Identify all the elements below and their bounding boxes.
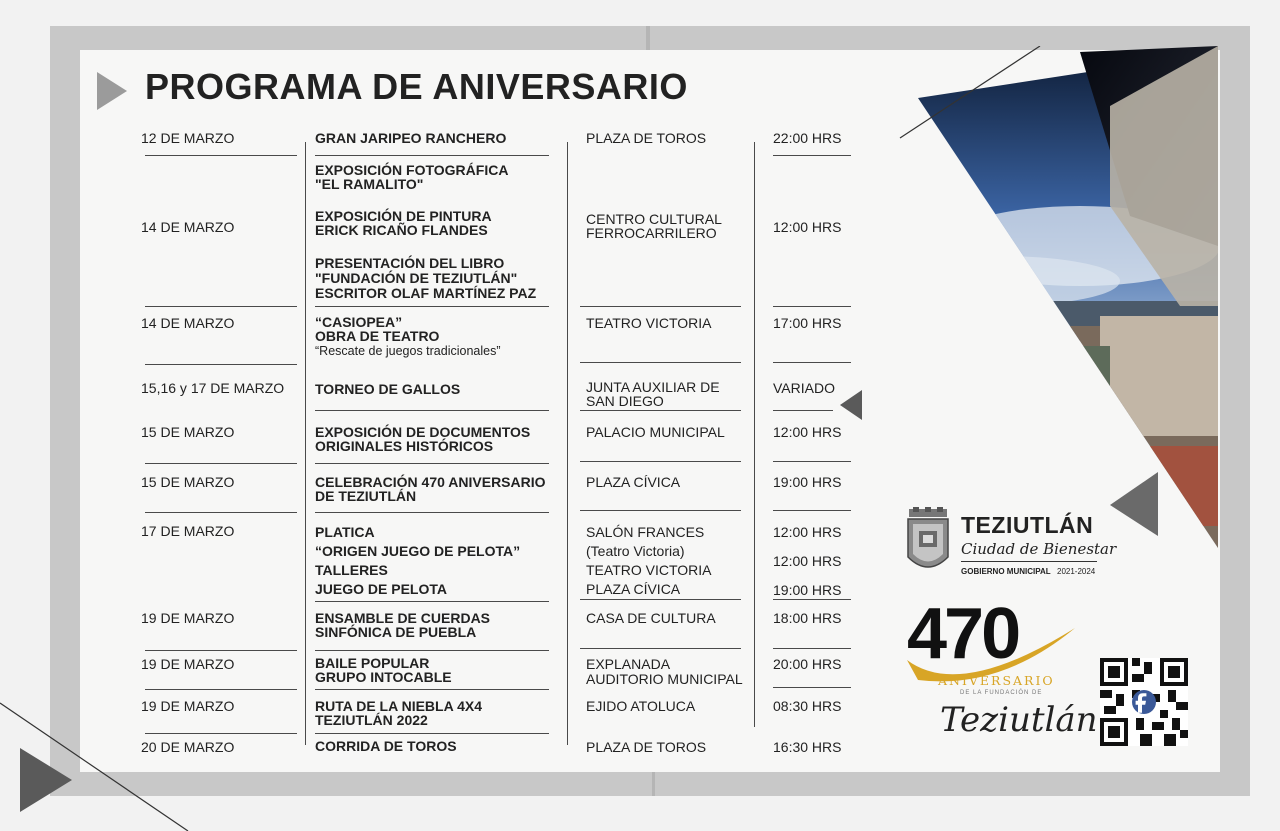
event-date: 12 DE MARZO <box>141 130 235 146</box>
event-venue: PLAZA CÍVICA <box>586 474 681 490</box>
qr-code-icon <box>1100 658 1188 746</box>
event-name: PRESENTACIÓN DEL LIBRO <box>315 255 505 271</box>
event-name: EXPOSICIÓN DE DOCUMENTOS <box>315 424 531 440</box>
event-date: 19 DE MARZO <box>141 656 235 672</box>
event-time: 19:00 HRS <box>773 474 842 490</box>
event-name: CELEBRACIÓN 470 ANIVERSARIO <box>315 474 546 490</box>
event-name: RUTA DE LA NIEBLA 4X4 <box>315 698 482 714</box>
event-name: BAILE POPULAR <box>315 655 430 671</box>
event-time: 22:00 HRS <box>773 130 842 146</box>
event-name: ESCRITOR OLAF MARTÍNEZ PAZ <box>315 285 537 301</box>
event-name: PLATICA <box>315 524 375 540</box>
event-date: 20 DE MARZO <box>141 739 235 755</box>
event-name: “CASIOPEA” <box>315 314 403 330</box>
event-subtitle: “Rescate de juegos tradicionales” <box>315 344 501 358</box>
city-name: TEZIUTLÁN <box>961 512 1094 538</box>
event-date: 17 DE MARZO <box>141 523 235 539</box>
event-venue: EXPLANADA <box>586 656 671 672</box>
event-name: ERICK RICAÑO FLANDES <box>315 222 488 238</box>
event-date: 14 DE MARZO <box>141 219 235 235</box>
event-venue: SALÓN FRANCES <box>586 524 705 540</box>
event-time: 12:00 HRS <box>773 524 842 540</box>
event-time: 16:30 HRS <box>773 739 842 755</box>
event-name: GRAN JARIPEO RANCHERO <box>315 130 507 146</box>
government-label: GOBIERNO MUNICIPAL <box>961 567 1051 576</box>
event-name: CORRIDA DE TOROS <box>315 738 457 754</box>
event-name: TALLERES <box>315 562 388 578</box>
event-name: ENSAMBLE DE CUERDAS <box>315 610 491 626</box>
event-date: 19 DE MARZO <box>141 698 235 714</box>
event-venue: SAN DIEGO <box>586 393 664 409</box>
anniversary-subtitle: DE LA FUNDACIÓN DE <box>960 690 1043 696</box>
event-time: 20:00 HRS <box>773 656 842 672</box>
government-years: 2021-2024 <box>1057 567 1096 576</box>
event-venue: EJIDO ATOLUCA <box>586 698 696 714</box>
event-date: 14 DE MARZO <box>141 315 235 331</box>
event-name: ORIGINALES HISTÓRICOS <box>315 438 494 454</box>
event-time: 19:00 HRS <box>773 582 842 598</box>
event-date: 15 DE MARZO <box>141 474 235 490</box>
event-venue: TEATRO VICTORIA <box>586 315 712 331</box>
event-name: “ORIGEN JUEGO DE PELOTA” <box>315 543 521 559</box>
event-venue: CENTRO CULTURAL <box>586 211 722 227</box>
event-venue: PLAZA DE TOROS <box>586 130 707 146</box>
event-name: TEZIUTLÁN 2022 <box>315 712 428 728</box>
event-venue: JUNTA AUXILIAR DE <box>586 379 720 395</box>
event-name: TORNEO DE GALLOS <box>315 381 461 397</box>
anniversary-city-script: Teziutlán <box>940 700 1098 740</box>
event-time: 12:00 HRS <box>773 553 842 569</box>
event-date: 15 DE MARZO <box>141 424 235 440</box>
event-venue: PLAZA CÍVICA <box>586 581 681 597</box>
event-date: 15,16 y 17 DE MARZO <box>141 380 285 396</box>
event-name: EXPOSICIÓN DE PINTURA <box>315 208 492 224</box>
event-venue: (Teatro Victoria) <box>586 543 685 559</box>
event-date: 19 DE MARZO <box>141 610 235 626</box>
event-name: "EL RAMALITO" <box>315 176 424 192</box>
event-name: JUEGO DE PELOTA <box>315 581 447 597</box>
event-name: SINFÓNICA DE PUEBLA <box>315 624 477 640</box>
city-tagline: Ciudad de Bienestar <box>961 540 1117 558</box>
event-name: OBRA DE TEATRO <box>315 328 440 344</box>
event-venue: PLAZA DE TOROS <box>586 739 707 755</box>
event-time: 18:00 HRS <box>773 610 842 626</box>
event-name: "FUNDACIÓN DE TEZIUTLÁN" <box>315 270 518 286</box>
page-title: PROGRAMA DE ANIVERSARIO <box>145 66 688 107</box>
anniversary-number: 470 <box>907 594 1019 674</box>
event-venue: CASA DE CULTURA <box>586 610 716 626</box>
event-time: 12:00 HRS <box>773 424 842 440</box>
anniversary-word: ANIVERSARIO <box>938 673 1055 688</box>
event-time: 12:00 HRS <box>773 219 842 235</box>
event-venue: FERROCARRILERO <box>586 225 717 241</box>
event-time: 17:00 HRS <box>773 315 842 331</box>
event-name: DE TEZIUTLÁN <box>315 488 417 504</box>
event-time: VARIADO <box>773 380 835 396</box>
event-venue: PALACIO MUNICIPAL <box>586 424 725 440</box>
event-venue: TEATRO VICTORIA <box>586 562 712 578</box>
event-name: GRUPO INTOCABLE <box>315 669 452 685</box>
event-name: EXPOSICIÓN FOTOGRÁFICA <box>315 162 509 178</box>
event-time: 08:30 HRS <box>773 698 842 714</box>
event-venue: AUDITORIO MUNICIPAL <box>586 671 743 687</box>
